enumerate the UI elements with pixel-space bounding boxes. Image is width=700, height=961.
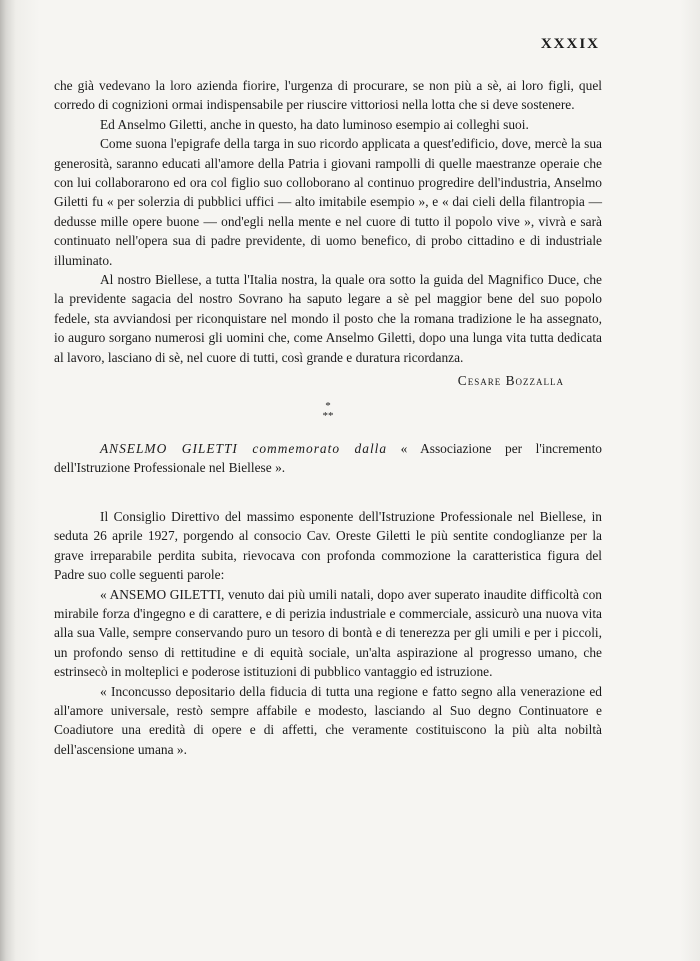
asterism-bottom: **	[322, 409, 334, 422]
section-heading	[54, 439, 602, 478]
paragraph: Il Consiglio Direttivo del massimo esponente dell'Istruzione Professionale nel Biellese, in seduta 26 aprile 1927, porgendo al consocio Cav. Oreste Giletti le più sentite condoglianze per la grave irreparabile perdita subita, rievocava con profonda commozione la caratteristica figura del Padre suo colle seguenti parole:	[54, 509, 602, 583]
quoted-paragraph: « Inconcusso depositario della fiducia di tutta una regione e fatto segno alla venerazione ed all'amore universale, restò sempre affabile e modesto, lasciando al Suo degno Continuatore e Coadiutore una eredità di opere e di affetti, che veramente costituiscono la più alta nobiltà dell'ascensione umana ».	[54, 683, 602, 757]
section-divider-asterism	[54, 401, 602, 421]
quoted-paragraph: « ANSEMO GILETTI, venuto dai più umili natali, dopo aver superato inaudite difficoltà con mirabile forza d'ingegno e di carattere, e di perizia industriale e commerciale, assicurò una nuova vita alla sua Valle, sempre conservando puro un tesoro di bontà e di tenerezza per gli umili e per i piccoli, un profondo senso di rettitudine e di equità sociale, un'alta aspirazione al progresso umano, che estrinsecò in molteplici e poderose istituzioni di pubblico vantaggio ed istruzione.	[54, 586, 602, 680]
paragraph-continuation: che già vedevano la loro azienda fiorire, l'urgenza di procurare, se non più a sè, ai loro figli, quel corredo di cognizioni ormai indispensabile per riuscire vittoriosi nella lotta che si deve sostenere.	[54, 78, 602, 113]
asterism-top: *	[325, 399, 331, 412]
paragraph: Come suona l'epigrafe della targa in suo ricordo applicata a quest'edificio, dove, mercè la sua generosità, saranno educati all'amore della Patria i giovani rampolli di quelle maestranze operaie che con lui collaborarono ed ora col figlio suo colloborano al continuo progredire dell'industria, Anselmo Giletti fu « per solerzia di pubblici uffici — alto imitabile esempio », e « dai cieli della filantropia — dedusse mille opere buone — ond'egli nella mente e nel cuore di tutto il popolo vive », vivrà e sarà continuato nell'opera sua di padre previdente, di uomo benefico, di probo cittadino e di industriale illuminato.	[54, 136, 602, 268]
main-text-top	[54, 76, 602, 477]
section-heading-italic: ANSELMO GILETTI commemorato dalla	[100, 440, 388, 456]
paragraph: Ed Anselmo Giletti, anche in questo, ha dato luminoso esempio ai colleghi suoi.	[100, 116, 529, 132]
page-number: XXXIX	[540, 36, 600, 52]
section-heading-normal: « Associazione per l'incremento dell'Istruzione Professionale nel Biellese ».	[54, 440, 602, 475]
paragraph: Al nostro Biellese, a tutta l'Italia nostra, la quale ora sotto la guida del Magnifico Duce, che la previdente sagacia del nostro Sovrano ha saputo legare a sè pel maggior bene del suo popolo fedele, sta avviandosi per riconquistare nel mondo il posto che la romana tradizione le ha assegnato, io auguro sorgano numerosi gli uomini che, come Anselmo Giletti, dopo una lunga vita tutta dedicata al lavoro, lasciano di sè, nel cuore di tutti, così grande e duratura ricordanza.	[54, 272, 602, 365]
signature: Cesare Bozzalla	[457, 373, 564, 389]
main-text-bottom	[54, 507, 602, 759]
